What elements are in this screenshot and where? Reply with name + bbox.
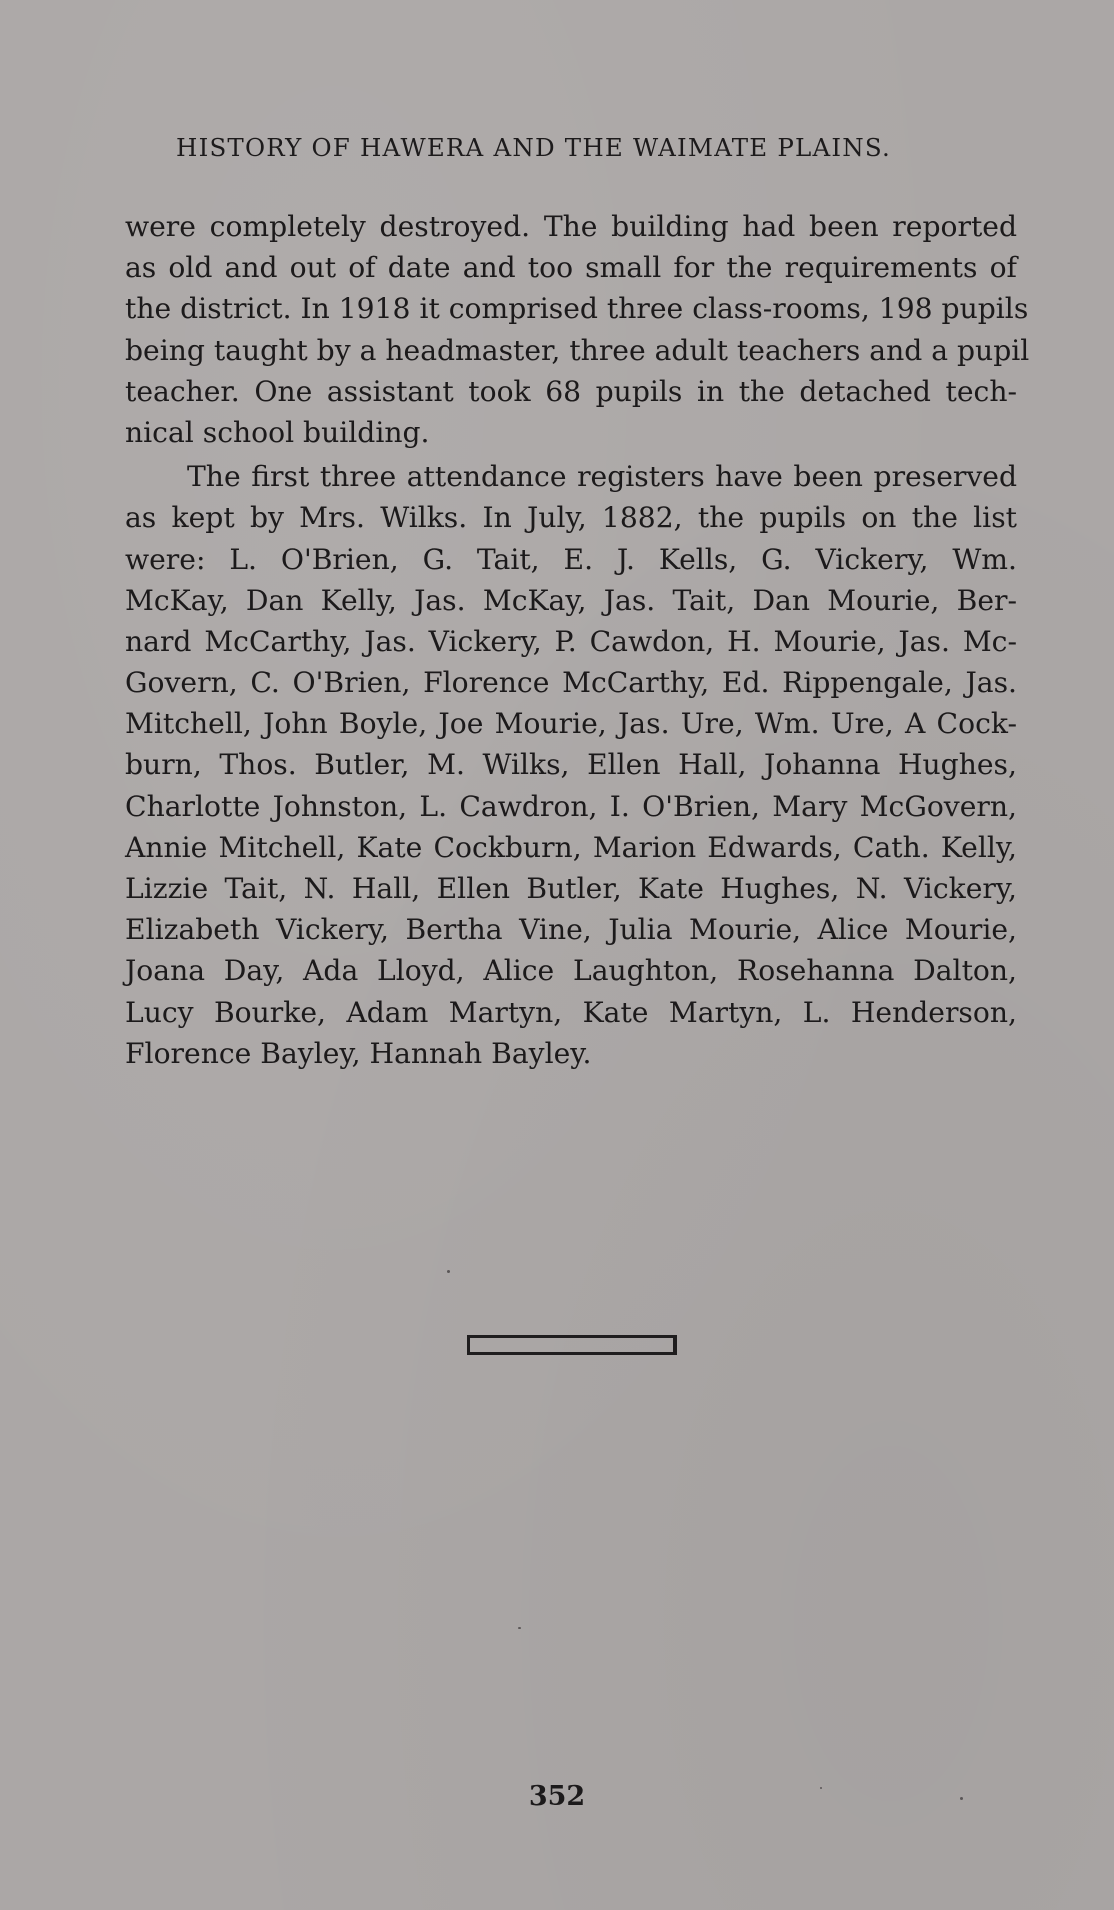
paper-speck bbox=[960, 1797, 963, 1800]
text-line: Lucy Bourke, Adam Martyn, Kate Martyn, L. Henderson, bbox=[125, 995, 1017, 1029]
text-line: Elizabeth Vickery, Bertha Vine, Julia Mourie, Alice Mourie, bbox=[125, 913, 1017, 947]
text-line: Joana Day, Ada Lloyd, Alice Laughton, Rosehanna Dalton, bbox=[125, 954, 1017, 988]
paragraph-attendance-registers bbox=[125, 456, 1017, 1074]
text-line: The first three attendance registers have been preserved bbox=[187, 460, 1017, 494]
text-line: were completely destroyed. The building had been reported bbox=[125, 210, 1017, 243]
text-line: burn, Thos. Butler, M. Wilks, Ellen Hall, Johanna Hughes, bbox=[125, 748, 1017, 782]
text-line: Govern, C. O'Brien, Florence McCarthy, Ed. Rippengale, Jas. bbox=[125, 666, 1017, 700]
text-line: Mitchell, John Boyle, Joe Mourie, Jas. Ure, Wm. Ure, A Cock- bbox=[125, 707, 1017, 741]
text-line: teacher. One assistant took 68 pupils in the detached tech- bbox=[125, 374, 1017, 408]
text-line: Charlotte Johnston, L. Cawdron, I. O'Brien, Mary McGovern, bbox=[125, 789, 1017, 823]
body-text bbox=[125, 206, 1030, 1074]
text-line: as old and out of date and too small for the requirements of bbox=[125, 251, 1017, 285]
text-line: Annie Mitchell, Kate Cockburn, Marion Edwards, Cath. Kelly, bbox=[125, 830, 1017, 864]
paper-speck bbox=[447, 1270, 450, 1273]
text-line: nard McCarthy, Jas. Vickery, P. Cawdon, H. Mourie, Jas. Mc- bbox=[125, 624, 1017, 658]
paper-speck bbox=[820, 1787, 822, 1789]
running-header: HISTORY OF HAWERA AND THE WAIMATE PLAINS. bbox=[176, 133, 892, 162]
page-number: 352 bbox=[528, 1781, 586, 1812]
text-line: the district. In 1918 it comprised three class-rooms, 198 pupils bbox=[125, 292, 1029, 326]
text-line: McKay, Dan Kelly, Jas. McKay, Jas. Tait, Dan Mourie, Ber- bbox=[125, 583, 1017, 617]
text-line: as kept by Mrs. Wilks. In July, 1882, the pupils on the list bbox=[125, 501, 1017, 535]
paper-speck bbox=[518, 1627, 521, 1629]
text-line: Lizzie Tait, N. Hall, Ellen Butler, Kate Hughes, N. Vickery, bbox=[125, 872, 1017, 905]
text-line: were: L. O'Brien, G. Tait, E. J. Kells, G. Vickery, Wm. bbox=[125, 542, 1017, 576]
end-of-section-rule bbox=[467, 1335, 677, 1355]
text-line: nical school building. bbox=[125, 415, 430, 449]
paragraph-school-building bbox=[125, 206, 1030, 453]
text-line: being taught by a headmaster, three adult teachers and a pupil bbox=[125, 333, 1030, 367]
text-line: Florence Bayley, Hannah Bayley. bbox=[125, 1036, 592, 1070]
